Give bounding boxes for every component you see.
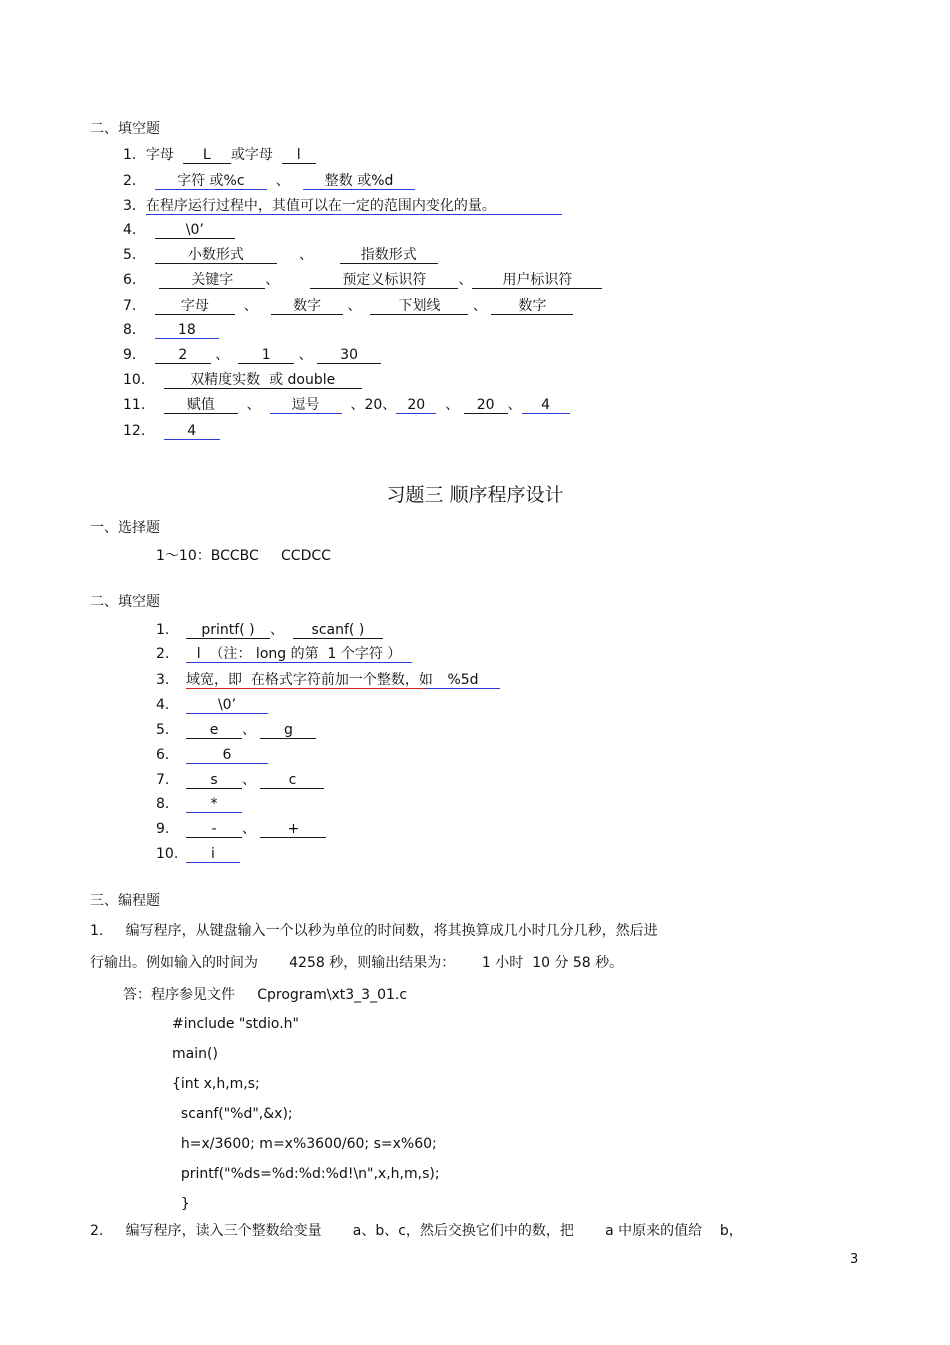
- code-line: main(): [172, 1046, 218, 1062]
- choice-answer: 1～10：BCCBC CCDCC: [156, 548, 331, 564]
- fill2-item-4: 4. \0’: [156, 696, 268, 714]
- section-heading: 二、填空题: [90, 594, 160, 610]
- question-text: 行输出。例如输入的时间为 4258 秒，则输出结果为： 1 小时 10 分 58 秒。: [90, 955, 624, 971]
- fill-item-8: 8． 18: [123, 321, 219, 339]
- fill-item-6: 6． 关键字 、 预定义标识符 、 用户标识符: [123, 271, 602, 289]
- question-text: 2. 编写程序，读入三个整数给变量 a、b、c，然后交换它们中的数，把 a 中原来的值给 b，: [90, 1223, 743, 1239]
- code-line: #include "stdio.h": [172, 1016, 299, 1032]
- code-line: {int x,h,m,s;: [172, 1076, 260, 1092]
- question-text: 1. 编写程序，从键盘输入一个以秒为单位的时间数，将其换算成几小时几分几秒，然后进: [90, 923, 658, 939]
- fill-item-5: 5． 小数形式 、 指数形式: [123, 246, 438, 264]
- section-heading: 三、编程题: [90, 893, 160, 909]
- code-line: }: [172, 1196, 190, 1212]
- fill-item-2: 2． 字符 或%c 、 整数 或%d: [123, 172, 415, 190]
- answer-label: 答：程序参见文件 Cprogram\xt3_3_01.c: [123, 987, 408, 1003]
- fill2-item-1: 1. printf( ) 、 scanf( ): [156, 621, 383, 639]
- fill-item-12: 12． 4: [123, 422, 220, 440]
- fill2-item-8: 8. *: [156, 795, 242, 813]
- fill-item-11: 11． 赋值 、 逗号 、20、 20 、 20 、 4: [123, 396, 570, 414]
- fill2-item-10: 10. i: [156, 845, 240, 863]
- fill2-item-2: 2. l （注： long 的第 1 个字符 ）: [156, 645, 412, 663]
- fill-item-10: 10． 双精度实数 或 double: [123, 371, 362, 389]
- chapter-title: 习题三 顺序程序设计: [386, 484, 564, 506]
- fill2-item-7: 7. s 、 c: [156, 771, 324, 789]
- fill-item-1: 1．字母 L 或字母 l: [123, 146, 316, 164]
- section-heading: 二、填空题: [90, 121, 160, 137]
- fill2-item-9: 9. - 、 +: [156, 820, 326, 838]
- fill2-item-6: 6. 6: [156, 746, 268, 764]
- code-line: printf("%ds=%d:%d:%d!\n",x,h,m,s);: [172, 1166, 440, 1182]
- page-number: 3: [850, 1252, 859, 1267]
- fill-item-4: 4． \0’: [123, 221, 235, 239]
- section-heading: 一、选择题: [90, 520, 160, 536]
- fill2-item-5: 5. e 、 g: [156, 721, 316, 739]
- fill2-item-3: 3. 域宽，即 在格式字符前加一个整数，如 %5d: [156, 671, 500, 689]
- code-line: h=x/3600; m=x%3600/60; s=x%60;: [172, 1136, 437, 1152]
- fill-item-9: 9． 2 、 1 、 30: [123, 346, 381, 364]
- fill-item-7: 7． 字母 、 数字 、 下划线 、 数字: [123, 297, 573, 315]
- fill-item-3: 3．在程序运行过程中，其值可以在一定的范围内变化的量。: [123, 197, 562, 215]
- code-line: scanf("%d",&x);: [172, 1106, 293, 1122]
